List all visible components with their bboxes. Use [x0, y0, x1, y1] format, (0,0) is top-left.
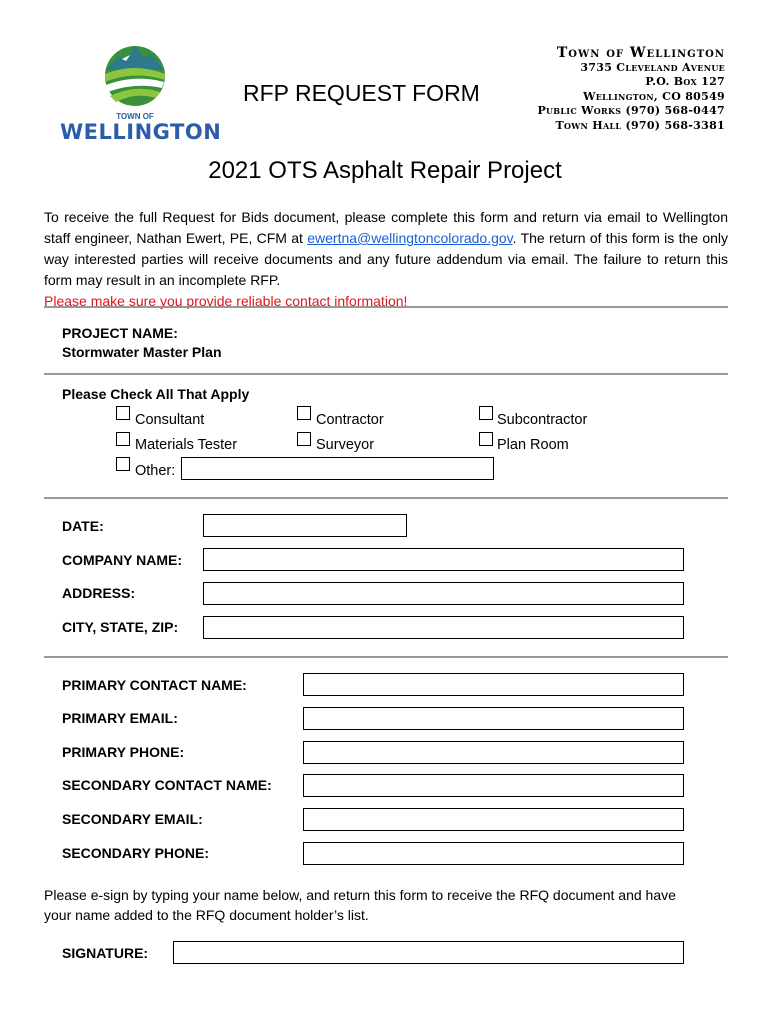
intro-text-1: To receive the full Request for Bids document, please complete this form and return via email to Wellington staff engineer, Nathan Ewert, PE, CFM at: [44, 209, 728, 246]
logo-title: WELLINGTON: [60, 120, 222, 144]
consultant-label: Consultant: [135, 412, 205, 428]
contractor-label: Contractor: [316, 412, 384, 428]
logo-small-text: TOWN OF: [116, 112, 154, 121]
primary-phone-label: PRIMARY PHONE:: [62, 744, 185, 760]
town-logo: [60, 40, 222, 150]
secondary-contact-name-label: SECONDARY CONTACT NAME:: [62, 777, 272, 793]
check-section-title: Please Check All That Apply: [62, 386, 250, 402]
company-name-label: COMPANY NAME:: [62, 552, 183, 568]
address-input[interactable]: [203, 582, 684, 605]
town-hall-phone: Town Hall (970) 568-3381: [555, 118, 725, 132]
secondary-phone-input[interactable]: [303, 842, 684, 865]
primary-email-label: PRIMARY EMAIL:: [62, 710, 178, 726]
project-name-label: PROJECT NAME:: [62, 325, 178, 341]
public-works-phone: Public Works (970) 568-0447: [537, 104, 725, 117]
company-name-input[interactable]: [203, 548, 684, 571]
primary-contact-name-label: PRIMARY CONTACT NAME:: [62, 677, 247, 693]
subcontractor-checkbox[interactable]: [479, 406, 493, 420]
signature-label: SIGNATURE:: [62, 945, 149, 961]
address-street: 3735 Cleveland Avenue: [580, 60, 725, 74]
surveyor-label: Surveyor: [316, 437, 375, 453]
secondary-email-label: SECONDARY EMAIL:: [62, 811, 203, 827]
intro-paragraph: [44, 207, 728, 312]
city-state-zip-label: CITY, STATE, ZIP:: [62, 619, 179, 635]
intro-text-2: . The return of this form is the only way interested parties will receive documents and any future addendum via email. The failure to return this form may result in an incomplete RFP.: [44, 230, 729, 288]
secondary-contact-name-input[interactable]: [303, 774, 684, 797]
engineer-email-link[interactable]: ewertna@wellingtoncolorado.gov: [307, 230, 513, 246]
warning-text: Please make sure you provide reliable contact information!: [44, 293, 408, 309]
primary-phone-input[interactable]: [303, 741, 684, 764]
other-input[interactable]: [181, 457, 494, 480]
address-label: ADDRESS:: [62, 585, 136, 601]
consultant-checkbox[interactable]: [116, 406, 130, 420]
divider: [44, 306, 728, 308]
contractor-checkbox[interactable]: [297, 406, 311, 420]
secondary-phone-label: SECONDARY PHONE:: [62, 845, 210, 861]
materials-tester-checkbox[interactable]: [116, 432, 130, 446]
project-name-value: Stormwater Master Plan: [62, 344, 222, 360]
esign-instructions: Please e-sign by typing your name below, and return this form to receive the RFQ document and have your name added to the RFQ document holder’s list.: [44, 887, 676, 923]
materials-tester-label: Materials Tester: [135, 437, 238, 453]
address-city: Wellington, CO 80549: [583, 89, 725, 103]
mountain-landscape-icon: [60, 40, 210, 112]
plan-room-label: Plan Room: [497, 437, 569, 453]
town-address-block: [537, 46, 725, 133]
primary-contact-name-input[interactable]: [303, 673, 684, 696]
address-po-box: P.O. Box 127: [645, 75, 725, 88]
divider: [44, 373, 728, 375]
subcontractor-label: Subcontractor: [497, 412, 588, 428]
city-state-zip-input[interactable]: [203, 616, 684, 639]
secondary-email-input[interactable]: [303, 808, 684, 831]
surveyor-checkbox[interactable]: [297, 432, 311, 446]
date-label: DATE:: [62, 518, 104, 534]
date-input[interactable]: [203, 514, 407, 537]
other-checkbox[interactable]: [116, 457, 130, 471]
form-title: RFP REQUEST FORM: [243, 80, 480, 106]
signature-input[interactable]: [173, 941, 684, 964]
divider: [44, 656, 728, 658]
plan-room-checkbox[interactable]: [479, 432, 493, 446]
other-label: Other:: [135, 463, 176, 479]
divider: [44, 497, 728, 499]
primary-email-input[interactable]: [303, 707, 684, 730]
project-title: 2021 OTS Asphalt Repair Project: [208, 157, 562, 184]
town-name: Town of Wellington: [556, 45, 725, 61]
